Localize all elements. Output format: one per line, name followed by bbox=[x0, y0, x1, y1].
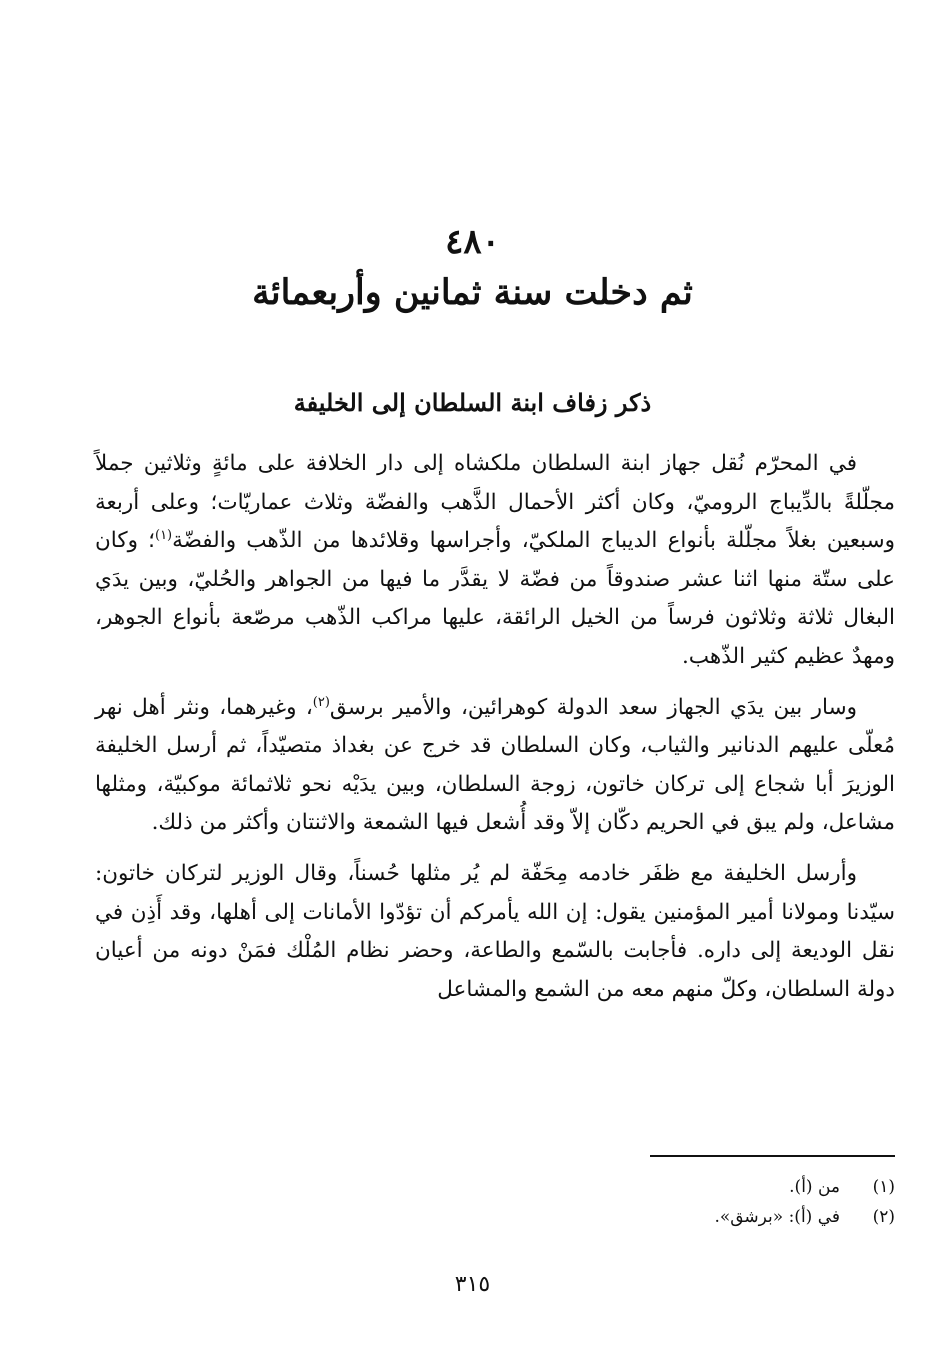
page-number: ٣١٥ bbox=[454, 1272, 491, 1297]
footnote-ref-2: (٢) bbox=[312, 694, 330, 710]
paragraph-2-part-a: وسار بين يدَي الجهاز سعد الدولة كوهرائين، والأمير برسق bbox=[329, 694, 858, 720]
paragraph-3-text: وأرسل الخليفة مع ظفَر خادمه مِحَفّة لم يُر مثلها حُسناً، وقال الوزير لتركان خاتون: سيّدنا ومولانا أمير المؤمنين يقول: إن الله يأمركم أن تؤدّوا الأمانات إلى أهلها، وقد أَذِن في نقل الوديعة إلى داره. فأجابت بالسّمع والطاعة، وحضر نظام المُلْك فمَنْ دونه من أعيان دولة السلطان، وكلّ منهم معه من الشمع والمشاعل bbox=[95, 860, 895, 1002]
footnotes bbox=[400, 1172, 895, 1232]
paragraph-2-part-b: ، وغيرهما، ونثر أهل نهر مُعلّى عليهم الدنانير والثياب، وكان السلطان قد خرج عن بغداذ متصيّداً، ثم أرسل الخليفة الوزيرَ أبا شجاع إلى تركان خاتون، زوجة السلطان، وبين يدَيْه نحو ثلاثمائة موكبيّة، ومثلها مشاعل، ولم يبق في الحريم دكّان إلاّ وقد أُشعل فيها الشمعة والاثنتان وأكثر من ذلك. bbox=[95, 694, 895, 836]
paragraph-2 bbox=[95, 689, 895, 843]
footnote-number: (١) bbox=[872, 1177, 895, 1197]
footnote-1 bbox=[400, 1172, 895, 1202]
section-heading: ذكر زفاف ابنة السلطان إلى الخليفة bbox=[293, 388, 652, 417]
year-number: ٤٨٠ bbox=[445, 222, 500, 262]
footnote-text: من (أ). bbox=[789, 1177, 840, 1197]
paragraph-3 bbox=[95, 855, 895, 1009]
footnote-divider bbox=[650, 1155, 895, 1157]
paragraph-1-part-b: ؛ وكان على ستّة منها اثنا عشر صندوقاً من فضّة لا يقدَّر ما فيها من الجواهر والحُليّ، وبين يدَي البغال ثلاثة وثلاثون فرساً من الخيل الرائقة، عليها مراكب الذّهب مرصّعة بأنواع الجوهر، ومهدٌ عظيم كثير الذّهب. bbox=[95, 528, 895, 669]
paragraph-1-part-a: في المحرّم نُقل جهاز ابنة السلطان ملكشاه إلى دار الخلافة على مائةٍ وثلاثين جملاً مجلّلةً بالدِّيباج الروميّ، وكان أكثر الأحمال الذَّهب والفضّة وثلاث عماريّات؛ وعلى أربعة وسبعين بغلاً مجلّلة بأنواع الديباج الملكيّ، وأجراسها وقلائدها من الذّهب والفضّة bbox=[95, 451, 895, 554]
footnote-2 bbox=[400, 1202, 895, 1232]
footnote-text: في (أ): «برشق». bbox=[714, 1207, 840, 1227]
footnote-number: (٢) bbox=[872, 1207, 895, 1227]
footnote-ref-1: (١) bbox=[154, 528, 173, 544]
year-title: ثم دخلت سنة ثمانين وأربعمائة bbox=[252, 272, 693, 313]
main-text bbox=[95, 445, 895, 1021]
paragraph-1 bbox=[95, 445, 895, 677]
